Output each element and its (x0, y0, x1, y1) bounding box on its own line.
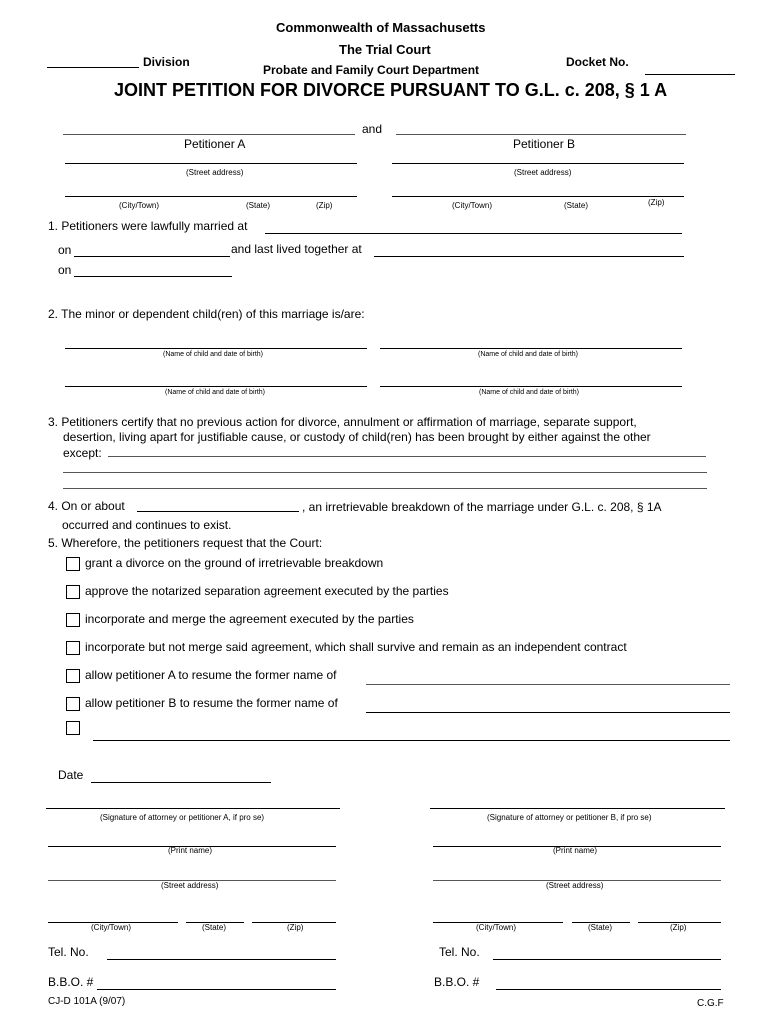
city-b-caption: (City/Town) (476, 923, 517, 932)
child-caption-1: (Name of child and date of birth) (163, 351, 263, 358)
signature-a-caption: (Signature of attorney or petitioner A, if pro se) (100, 813, 265, 822)
s1-married-at-label: 1. Petitioners were lawfully married at (48, 219, 248, 233)
print-name-a-caption: (Print name) (168, 846, 213, 855)
option-other-field[interactable] (93, 740, 730, 741)
former-name-a-field[interactable] (366, 684, 730, 685)
signature-a-field[interactable] (46, 808, 340, 809)
option-name-b-label: allow petitioner B to resume the former name of (85, 696, 338, 710)
docket-field[interactable] (645, 74, 735, 75)
s3-line2: desertion, living apart for justifiable cause, or custody of child(ren) has been brought by either against the other (63, 430, 651, 444)
department-heading: Probate and Family Court Department (263, 63, 480, 77)
option-grant-divorce-checkbox[interactable] (66, 557, 80, 571)
option-approve-agreement-checkbox[interactable] (66, 585, 80, 599)
except-field-1[interactable] (108, 456, 706, 457)
s4-continues: occurred and continues to exist. (62, 518, 232, 532)
tel-b-label: Tel. No. (439, 945, 480, 959)
form-code: C.G.F (697, 998, 724, 1009)
date-field[interactable] (91, 782, 271, 783)
tel-a-field[interactable] (107, 959, 336, 960)
petitioner-b-city-field[interactable] (392, 196, 684, 197)
division-field[interactable] (47, 67, 139, 68)
petitioner-a-label: Petitioner A (184, 137, 246, 151)
last-lived-label: and last lived together at (231, 242, 362, 256)
married-on-field[interactable] (74, 256, 230, 257)
city-a-caption: (City/Town) (91, 923, 132, 932)
city-caption-b: (City/Town) (452, 201, 493, 210)
child-caption-3: (Name of child and date of birth) (165, 389, 265, 396)
child-caption-2: (Name of child and date of birth) (478, 351, 578, 358)
street-caption-b: (Street address) (514, 168, 572, 177)
bbo-a-field[interactable] (97, 989, 336, 990)
option-name-a-checkbox[interactable] (66, 669, 80, 683)
street-b-caption: (Street address) (546, 881, 604, 890)
option-name-b-checkbox[interactable] (66, 697, 80, 711)
bbo-a-label: B.B.O. # (48, 975, 94, 989)
state-a-caption: (State) (202, 923, 227, 932)
s5-request-label: 5. Wherefore, the petitioners request that the Court: (48, 536, 323, 550)
child-3-field[interactable] (65, 386, 367, 387)
petitioner-b-street-field[interactable] (392, 163, 684, 164)
option-approve-agreement-label: approve the notarized separation agreement executed by the parties (85, 584, 449, 598)
zip-caption-a: (Zip) (316, 201, 333, 210)
signature-b-caption: (Signature of attorney or petitioner B, if pro se) (487, 813, 652, 822)
s4-on-or-about: 4. On or about (48, 499, 125, 513)
except-field-2[interactable] (63, 472, 707, 473)
city-caption-a: (City/Town) (119, 201, 160, 210)
state-caption-b: (State) (564, 201, 589, 210)
last-lived-field[interactable] (374, 256, 684, 257)
married-at-field[interactable] (265, 233, 682, 234)
last-lived-on-field[interactable] (74, 276, 232, 277)
petitioner-b-label: Petitioner B (513, 137, 576, 151)
zip-caption-b: (Zip) (648, 198, 665, 207)
docket-label: Docket No. (566, 55, 629, 69)
division-label: Division (143, 55, 190, 69)
option-incorporate-not-merge-label: incorporate but not merge said agreement, which shall survive and remain as an independent contract (85, 640, 627, 654)
option-name-a-label: allow petitioner A to resume the former name of (85, 668, 337, 682)
s3-line1: 3. Petitioners certify that no previous action for divorce, annulment or affirmation of marriage, separate support, (48, 415, 637, 429)
option-grant-divorce-label: grant a divorce on the ground of irretrievable breakdown (85, 556, 384, 570)
petitioner-a-city-field[interactable] (65, 196, 357, 197)
child-caption-4: (Name of child and date of birth) (479, 389, 579, 396)
form-id: CJ-D 101A (9/07) (48, 996, 126, 1007)
petitioner-a-name-field[interactable] (63, 134, 355, 135)
state-caption-a: (State) (246, 201, 271, 210)
child-1-field[interactable] (65, 348, 367, 349)
s3-line3: except: (63, 446, 102, 460)
form-title: JOINT PETITION FOR DIVORCE PURSUANT TO G.L. c. 208, § 1 A (114, 80, 668, 100)
zip-a-caption: (Zip) (287, 923, 304, 932)
except-field-3[interactable] (63, 488, 707, 489)
s1-on2-label: on (58, 263, 72, 277)
petitioner-a-street-field[interactable] (65, 163, 357, 164)
street-caption-a: (Street address) (186, 168, 244, 177)
commonwealth-heading: Commonwealth of Massachusetts (276, 20, 486, 35)
s4-breakdown-text: , an irretrievable breakdown of the marriage under G.L. c. 208, § 1A (302, 500, 662, 514)
signature-b-field[interactable] (430, 808, 725, 809)
former-name-b-field[interactable] (366, 712, 730, 713)
petitioner-b-name-field[interactable] (396, 134, 686, 135)
child-4-field[interactable] (380, 386, 682, 387)
court-heading: The Trial Court (339, 42, 431, 57)
s1-on-label: on (58, 243, 72, 257)
bbo-b-field[interactable] (496, 989, 721, 990)
s2-children-label: 2. The minor or dependent child(ren) of this marriage is/are: (48, 307, 365, 321)
option-incorporate-merge-checkbox[interactable] (66, 613, 80, 627)
bbo-b-label: B.B.O. # (434, 975, 480, 989)
date-label: Date (58, 768, 84, 782)
tel-b-field[interactable] (493, 959, 721, 960)
child-2-field[interactable] (380, 348, 682, 349)
street-a-caption: (Street address) (161, 881, 219, 890)
state-b-caption: (State) (588, 923, 613, 932)
option-incorporate-merge-label: incorporate and merge the agreement executed by the parties (85, 612, 414, 626)
breakdown-date-field[interactable] (137, 511, 299, 512)
option-incorporate-not-merge-checkbox[interactable] (66, 641, 80, 655)
and-label: and (362, 122, 383, 136)
print-name-b-caption: (Print name) (553, 846, 598, 855)
tel-a-label: Tel. No. (48, 945, 89, 959)
zip-b-caption: (Zip) (670, 923, 687, 932)
option-other-checkbox[interactable] (66, 721, 80, 735)
